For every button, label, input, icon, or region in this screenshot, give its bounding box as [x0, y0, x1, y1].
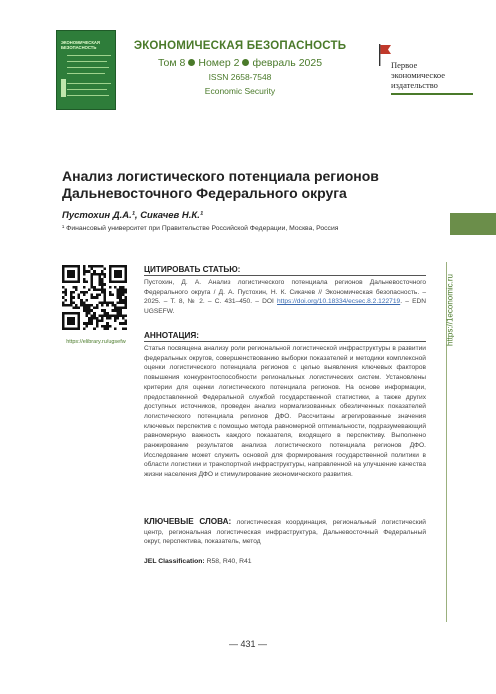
- citation-text: Пустохин, Д. А. Анализ логистического потенциала регионов Дальневосточного Федерального округа / Д. А. Пустохин, Н. К. Сикачев // Экономическая безопасность. – 2025. – Т. 8, № 2. – С. 431–450. – DOI: [144, 279, 426, 306]
- bullet-icon: [188, 59, 195, 66]
- publisher-logo[interactable]: [374, 44, 474, 100]
- journal-url[interactable]: [440, 273, 460, 347]
- publisher-name: [391, 60, 475, 90]
- cover-divider: [67, 89, 107, 90]
- cover-divider: [67, 83, 111, 84]
- journal-url-text[interactable]: https://1economic.ru: [445, 273, 455, 347]
- journal-cover: [56, 30, 116, 110]
- keywords: [144, 517, 426, 547]
- jel-heading: JEL Classification:: [144, 558, 205, 565]
- section-tab: [450, 213, 496, 235]
- authors: Пустохин Д.А.¹, Сикачев Н.К.¹: [62, 210, 204, 221]
- citation-edn: . – EDN UGSEFW.: [144, 298, 426, 316]
- cite-heading: ЦИТИРОВАТЬ СТАТЬЮ:: [144, 265, 241, 274]
- qr-link[interactable]: https://elibrary.ru/ugsefw: [66, 339, 126, 345]
- article-title: Анализ логистического потенциала регионов Дальневосточного Федерального округа: [62, 168, 379, 201]
- cover-title: ЭКОНОМИЧЕСКАЯ БЕЗОПАСНОСТЬ: [61, 40, 100, 50]
- publisher-name-line: экономическое: [391, 70, 446, 80]
- issn: ISSN 2658-7548: [208, 72, 272, 82]
- abstract-heading: АННОТАЦИЯ:: [144, 331, 199, 340]
- cover-divider: [67, 61, 107, 62]
- issue-info: [130, 57, 350, 69]
- cover-divider: [67, 55, 111, 56]
- publisher-name-line: издательство: [391, 80, 438, 90]
- keywords-heading: КЛЮЧЕВЫЕ СЛОВА:: [144, 517, 232, 526]
- qr-code-icon[interactable]: [62, 265, 127, 330]
- volume: Том 8: [157, 57, 186, 69]
- cover-divider: [67, 67, 109, 68]
- publisher-underline: [391, 93, 473, 95]
- bullet-icon: [242, 59, 249, 66]
- affiliation: ¹ Финансовый университет при Правительстве Российской Федерации, Москва, Россия: [62, 225, 339, 232]
- cover-accent: [61, 79, 66, 97]
- cite-divider: [144, 275, 426, 276]
- citation: [144, 278, 426, 317]
- jel-codes: R58, R40, R41: [206, 558, 252, 565]
- publisher-name-line: Первое: [391, 60, 418, 70]
- abstract-text: Статья посвящена анализу роли региональной логистической инфраструктуры в развитии федеральных округов, совершенствованию выборки показателей и методики комплексной оценки логистического потенциала регионов с целью выявления ключевых факторов повышения конкурентоспособности региональных логистических систем. Установлены критерии для оценки логистического потенциала регионов. На основе информации, предоставленной Федеральной службой государственной статистики, а также других доступных источников, проведен анализ нормализованных обезличенных показателей логистического потенциала регионов ДФО. Рассчитаны агрегированные значения ключевых перспектив с помощью метода равномерной оптимальности, подразумевающий равномерную важность каждого показателя, входящего в перспективу. Выполнено ранжирование результатов анализа логистического потенциала регионов ДФО. Исследование может служить основой для формирования государственной политики в области логистики и транспортной инфраструктуры, направленной на улучшение качества жизни населения ДФО и стимулирование экономического развития.: [144, 345, 426, 479]
- jel-classification: [144, 558, 426, 565]
- page-number: — 431 —: [228, 639, 268, 649]
- journal-title: ЭКОНОМИЧЕСКАЯ БЕЗОПАСНОСТЬ: [133, 40, 347, 52]
- issue-date: февраль 2025: [252, 57, 323, 69]
- issue-number: Номер 2: [198, 57, 240, 69]
- keywords-text: логистическая координация, региональный логистический центр, региональная логистическая инфраструктура, Дальневосточный Федеральный округ, перспектива, показатель, метод: [144, 519, 426, 546]
- abstract-divider: [144, 341, 426, 342]
- doi-link[interactable]: https://doi.org/10.18334/ecsec.8.2.122719: [277, 298, 401, 306]
- cover-divider: [67, 73, 105, 74]
- cover-divider: [67, 95, 109, 96]
- journal-title-en: Economic Security: [204, 86, 276, 96]
- flag-icon: [378, 44, 392, 66]
